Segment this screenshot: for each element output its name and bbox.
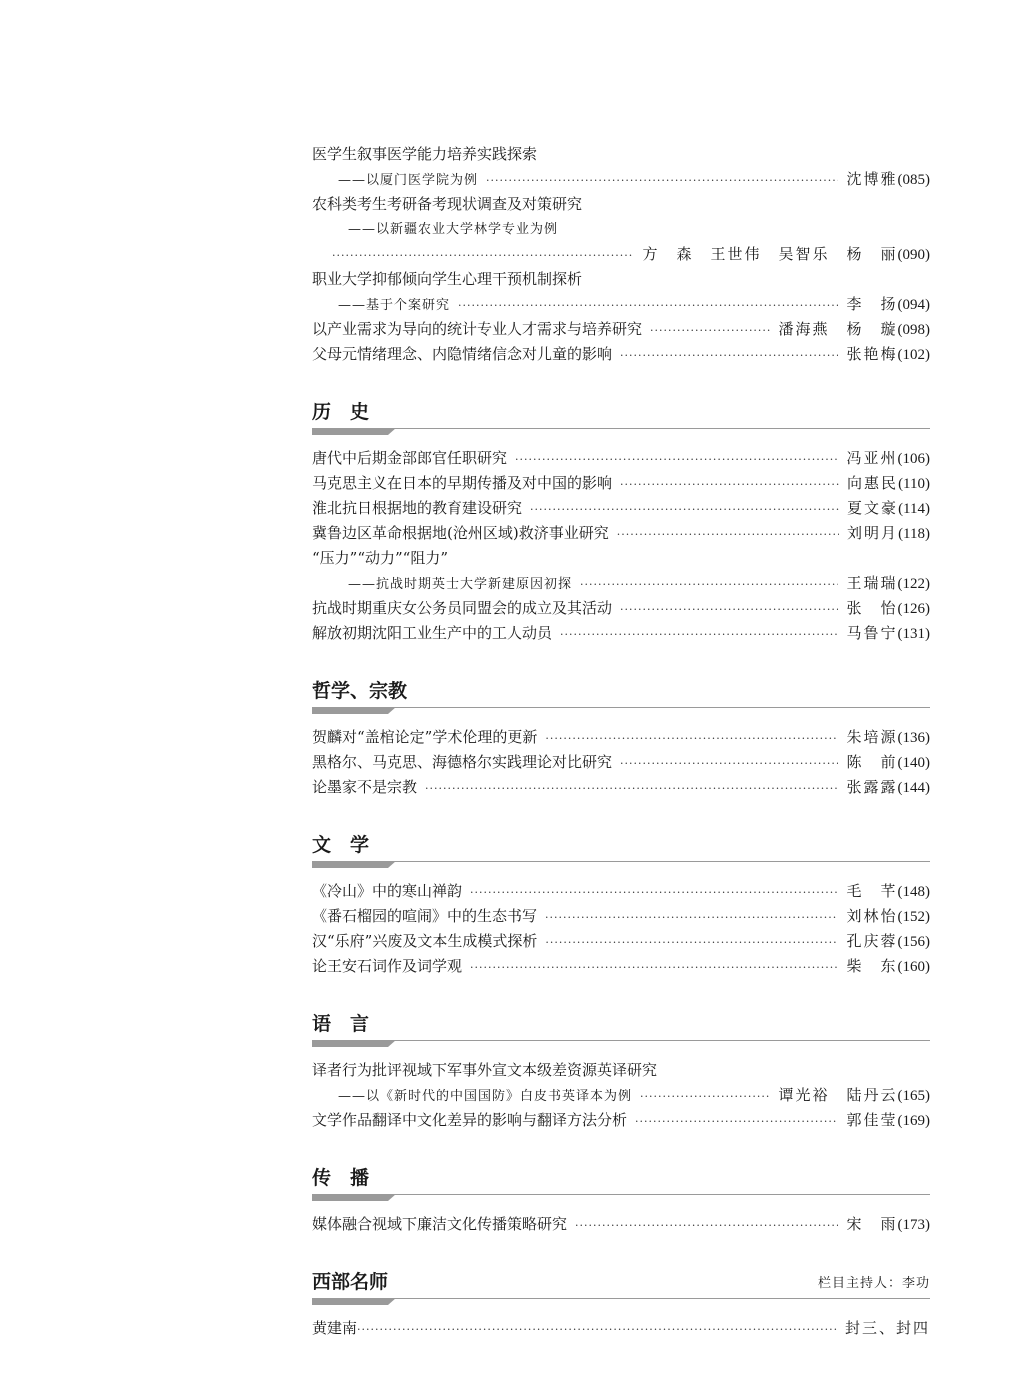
- leader-dots: [545, 905, 838, 930]
- toc-entry[interactable]: [312, 546, 930, 571]
- section-title: 传 播: [312, 1167, 370, 1189]
- rule-line: [312, 1298, 930, 1299]
- entry-title[interactable]: 职业大学抑郁倾向学生心理干预机制探析: [312, 270, 583, 288]
- leader-dots: [530, 497, 839, 522]
- toc-entry[interactable]: [312, 725, 930, 750]
- entry-author: 张露露: [846, 778, 898, 796]
- entry-author: 封三、封四: [844, 1319, 930, 1337]
- entry-title[interactable]: 淮北抗日根据地的教育建设研究: [312, 499, 523, 517]
- toc-entry[interactable]: [312, 929, 930, 954]
- leader-dots: [545, 930, 838, 955]
- table-of-contents: [312, 142, 930, 1341]
- toc-entry[interactable]: [312, 142, 930, 167]
- entry-author: 宋 雨: [846, 1215, 898, 1233]
- rule-bar: [312, 1040, 388, 1047]
- leader-dots: [580, 572, 838, 597]
- leader-dots: [620, 751, 838, 776]
- rule-line: [312, 428, 930, 429]
- entry-title[interactable]: 马克思主义在日本的早期传播及对中国的影响: [312, 474, 613, 492]
- toc-entry[interactable]: [312, 521, 930, 546]
- leader-dots: [515, 447, 838, 472]
- toc-entry[interactable]: [312, 1108, 930, 1133]
- entry-subtitle[interactable]: ——抗战时期英士大学新建原因初探: [348, 577, 573, 592]
- entry-title[interactable]: “压力”“动力”“阻力”: [312, 549, 449, 567]
- rule-bar: [312, 428, 388, 435]
- entry-page: (110): [898, 476, 930, 492]
- entry-page: (169): [897, 1113, 930, 1129]
- toc-entry[interactable]: [312, 879, 930, 904]
- entry-author: 张艳梅: [846, 345, 898, 363]
- section-header: [312, 673, 930, 703]
- entry-page: (106): [897, 451, 930, 467]
- entry-title[interactable]: 《番石榴园的喧闹》中的生态书写: [312, 907, 538, 925]
- leader-dots: [425, 776, 838, 801]
- section-header: [312, 1006, 930, 1036]
- rule-bar: [312, 1298, 388, 1305]
- entry-author: 马鲁宁: [846, 624, 898, 642]
- entry-title[interactable]: 唐代中后期金部郎官任职研究: [312, 449, 508, 467]
- rule-line: [312, 1040, 930, 1041]
- toc-entry[interactable]: [312, 496, 930, 521]
- entry-title[interactable]: 论王安石词作及词学观: [312, 957, 463, 975]
- toc-entry[interactable]: [312, 242, 930, 267]
- section-title: 语 言: [312, 1013, 370, 1035]
- entry-page: (098): [897, 322, 930, 338]
- rule-bar: [312, 861, 388, 868]
- entry-author: 刘林怡: [846, 907, 898, 925]
- section-rule: [312, 1194, 930, 1203]
- entry-page: (160): [897, 959, 930, 975]
- entry-author: 王瑞瑞: [846, 574, 898, 592]
- toc-entry[interactable]: [312, 621, 930, 646]
- entry-title[interactable]: 媒体融合视域下廉洁文化传播策略研究: [312, 1215, 568, 1233]
- toc-section: [312, 1006, 930, 1133]
- entry-author: 谭光裕 陆丹云: [778, 1086, 898, 1104]
- entry-page: (090): [897, 247, 930, 263]
- leader-dots: [617, 522, 839, 547]
- section-title: 哲学、宗教: [312, 680, 408, 702]
- leader-dots: [640, 1084, 770, 1109]
- leader-dots: [458, 293, 838, 318]
- entry-author: 李 扬: [846, 295, 898, 313]
- toc-entry[interactable]: [312, 1316, 930, 1341]
- rule-bar: [312, 707, 388, 714]
- entry-page: (118): [898, 526, 930, 542]
- toc-entry[interactable]: [312, 954, 930, 979]
- entry-page: (148): [897, 884, 930, 900]
- section-title: 文 学: [312, 834, 370, 856]
- toc-entry[interactable]: [312, 292, 930, 317]
- entry-author: 沈博雅: [846, 170, 898, 188]
- section-rule: [312, 428, 930, 437]
- entry-author: 郭佳莹: [846, 1111, 898, 1129]
- toc-entry[interactable]: [312, 1083, 930, 1108]
- leader-dots: [635, 1109, 838, 1134]
- section-header: [312, 1160, 930, 1190]
- entry-page: (114): [898, 501, 930, 517]
- entry-author: 毛 芊: [846, 882, 898, 900]
- leader-dots: [545, 726, 838, 751]
- entry-subtitle[interactable]: ——以《新时代的中国国防》白皮书英译本为例: [338, 1089, 633, 1104]
- entry-title[interactable]: 医学生叙事医学能力培养实践探索: [312, 145, 538, 163]
- section-rule: [312, 1040, 930, 1049]
- toc-entry[interactable]: [312, 775, 930, 800]
- entry-page: (131): [897, 626, 930, 642]
- leader-dots: [332, 243, 634, 268]
- toc-entry[interactable]: [312, 571, 930, 596]
- entry-title[interactable]: 以产业需求为导向的统计专业人才需求与培养研究: [312, 320, 643, 338]
- entry-page: (085): [897, 172, 930, 188]
- toc-entry[interactable]: [312, 904, 930, 929]
- entry-title[interactable]: 父母元情绪理念、内隐情绪信念对儿童的影响: [312, 345, 613, 363]
- toc-section: [312, 673, 930, 800]
- entry-page: (094): [897, 297, 930, 313]
- entry-author: 潘海燕 杨 璇: [778, 320, 898, 338]
- leader-dots: [560, 622, 838, 647]
- toc-entry[interactable]: [312, 446, 930, 471]
- entry-subtitle[interactable]: ——基于个案研究: [338, 298, 451, 313]
- toc-section: [312, 1160, 930, 1237]
- toc-section: [312, 394, 930, 646]
- toc-entry[interactable]: [312, 471, 930, 496]
- section-rule: [312, 1298, 930, 1307]
- entry-title[interactable]: 抗战时期重庆女公务员同盟会的成立及其活动: [312, 599, 613, 617]
- section-rule: [312, 707, 930, 716]
- leader-dots: [620, 343, 838, 368]
- toc-entry[interactable]: [312, 317, 930, 342]
- toc-entry[interactable]: [312, 1212, 930, 1237]
- toc-entry[interactable]: [312, 1058, 930, 1083]
- toc-entry[interactable]: [312, 596, 930, 621]
- toc-entry[interactable]: [312, 267, 930, 292]
- entry-page: (102): [897, 347, 930, 363]
- entry-author: 陈 前: [846, 753, 898, 771]
- entry-title[interactable]: 文学作品翻译中文化差异的影响与翻译方法分析: [312, 1111, 628, 1129]
- entry-title[interactable]: 译者行为批评视域下军事外宣文本级差资源英译研究: [312, 1061, 658, 1079]
- entry-author: 冯亚州: [846, 449, 898, 467]
- leader-dots: [650, 318, 770, 343]
- entry-page: (156): [897, 934, 930, 950]
- entry-authors: 方 森 王世伟 吴智乐 杨 丽: [642, 245, 898, 263]
- toc-entry[interactable]: [312, 342, 930, 367]
- entry-page: (173): [897, 1217, 930, 1233]
- entry-subtitle[interactable]: ——以厦门医学院为例: [338, 173, 479, 188]
- section-title: 历 史: [312, 401, 370, 423]
- rule-line: [312, 1194, 930, 1195]
- entry-author: 向惠民: [847, 474, 899, 492]
- entry-title[interactable]: 农科类考生考研备考现状调查及对策研究: [312, 195, 583, 213]
- section-header: [312, 1264, 930, 1294]
- leader-dots: [470, 955, 838, 980]
- entry-title[interactable]: 《冷山》中的寒山禅韵: [312, 882, 463, 900]
- entry-page: (144): [897, 780, 930, 796]
- leader-dots: [575, 1213, 838, 1238]
- section-header: [312, 394, 930, 424]
- toc-entry[interactable]: [312, 750, 930, 775]
- entry-page: (122): [897, 576, 930, 592]
- entry-author: 刘明月: [847, 524, 899, 542]
- entry-title[interactable]: 汉“乐府”兴废及文本生成模式探析: [312, 932, 538, 950]
- entry-title[interactable]: 黄建南: [312, 1319, 358, 1337]
- toc-section: [312, 1264, 930, 1341]
- entry-author: 孔庆蓉: [846, 932, 898, 950]
- entry-page: (140): [897, 755, 930, 771]
- section-header: [312, 827, 930, 857]
- entry-author: 张 怡: [846, 599, 898, 617]
- rule-line: [312, 861, 930, 862]
- section-title: 西部名师: [312, 1271, 389, 1293]
- entry-page: (126): [897, 601, 930, 617]
- leader-dots: [486, 168, 838, 193]
- rule-bar: [312, 1194, 388, 1201]
- toc-entry[interactable]: [312, 217, 930, 242]
- leader-dots: [620, 472, 839, 497]
- entry-title[interactable]: 解放初期沈阳工业生产中的工人动员: [312, 624, 553, 642]
- toc-entry[interactable]: [312, 167, 930, 192]
- entry-author: 柴 东: [846, 957, 898, 975]
- entry-subtitle[interactable]: ——以新疆农业大学林学专业为例: [348, 222, 559, 237]
- rule-line: [312, 707, 930, 708]
- leader-dots: [470, 880, 838, 905]
- leader-dots: [620, 597, 838, 622]
- toc-entry[interactable]: [312, 192, 930, 217]
- entry-page: (152): [897, 909, 930, 925]
- entry-title[interactable]: 冀鲁边区革命根据地(沧州区域)救济事业研究: [312, 524, 609, 542]
- entry-title[interactable]: 黑格尔、马克思、海德格尔实践理论对比研究: [312, 753, 613, 771]
- toc-section: [312, 827, 930, 979]
- entry-page: (165): [897, 1088, 930, 1104]
- section-host: 栏目主持人：李功: [817, 1276, 930, 1291]
- entry-title[interactable]: 贺麟对“盖棺论定”学术伦理的更新: [312, 728, 538, 746]
- section-rule: [312, 861, 930, 870]
- entry-author: 夏文豪: [847, 499, 899, 517]
- entry-title[interactable]: 论墨家不是宗教: [312, 778, 418, 796]
- entry-page: (136): [897, 730, 930, 746]
- leader-dots: [357, 1317, 837, 1342]
- entry-author: 朱培源: [846, 728, 898, 746]
